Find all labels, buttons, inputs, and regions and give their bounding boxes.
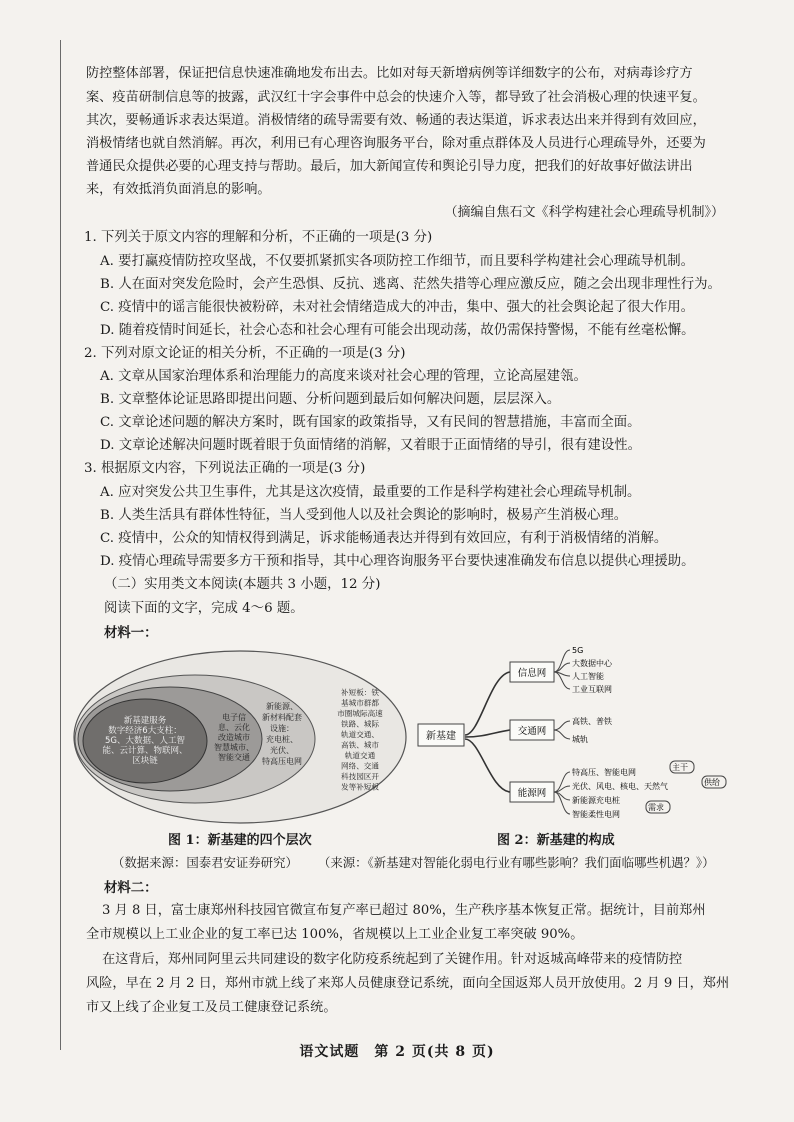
mindmap-tag-label: 主干 [672, 763, 688, 772]
mindmap-leaf-label: 新能源充电桩 [572, 796, 620, 805]
mindmap-tag-label: 供给 [704, 778, 720, 787]
figure1-caption: 图 1：新基建的四个层次 [168, 833, 312, 848]
material-label: 材料一： [104, 625, 158, 641]
core-layer-label: 能、云计算、物联网、 [102, 746, 188, 756]
mindmap-branch-label: 交通网 [517, 726, 547, 737]
ring2-layer-label: 改造城市 [218, 733, 250, 742]
passage-line: 案、疫苗研制信息等的披露，武汉红十字会事件中总会的快速介入等，都导致了社会消极心理的快速平复。 [86, 90, 706, 105]
section-heading: （二）实用类文本阅读(本题共 3 小题，12 分) [104, 577, 381, 592]
mindmap-connector [554, 792, 570, 814]
mindmap-tag-label: 需求 [648, 803, 664, 812]
core-layer-label: 新基建服务 [123, 716, 167, 726]
ring2-layer-label: 息、云化 [218, 723, 250, 732]
outer-layer-label: 高铁、城市 [341, 740, 379, 750]
outer-layer-label: 轨道交通、 [341, 730, 379, 739]
passage-line: 在这背后，郑州同阿里云共同建设的数字化防疫系统起到了关键作用。针对返城高峰带来的疫情防控 [102, 952, 683, 967]
figure-structure-mindmap [410, 640, 730, 826]
core-layer-label: 5G、大数据、人工智 [105, 736, 185, 746]
question-option: D. 随着疫情时间延长，社会心态和社会心理有可能会出现动荡，故仍需保持警惕，不能有丝毫松懈。 [100, 323, 695, 338]
mindmap-leaf-label: 特高压、智能电网 [572, 768, 636, 777]
mindmap-branch-label: 信息网 [517, 668, 547, 679]
question-option: B. 文章整体论证思路即提出问题、分析问题到最后如何解决问题，层层深入。 [100, 392, 561, 407]
mindmap-leaf-label: 大数据中心 [572, 659, 612, 668]
mindmap-connector [554, 650, 570, 672]
ring3-layer-label: 特高压电网 [262, 757, 302, 766]
question-option: A. 应对突发公共卫生事件，尤其是这次疫情，最重要的工作是科学构建社会心理疏导机制。 [100, 485, 641, 500]
material-label: 材料二： [104, 880, 158, 896]
outer-layer-label: 补短板：铁 [341, 688, 379, 697]
figure2-source: （来源：《新基建对智能化弱电行业有哪些影响？我们面临哪些机遇？》） [318, 855, 715, 870]
question-stem: 3. 根据原文内容，下列说法正确的一项是(3 分) [84, 461, 366, 476]
question-option: B. 人类生活具有群体性特征，当人受到他人以及社会舆论的影响时，极易产生消极心理。 [100, 508, 628, 523]
outer-layer-label: 科技园区开 [341, 772, 379, 781]
question-option: D. 疫情心理疏导需要多方干预和指导，其中心理咨询服务平台要快速准确发布信息以提供心理援助。 [100, 554, 695, 569]
core-layer-label: 数字经济6大支柱： [108, 726, 182, 736]
passage-line: 风险，早在 2 月 2 日，郑州市就上线了来郑人员健康登记系统，面向全国返郑人员开放使用。2 月 9 日，郑州 [86, 976, 730, 991]
outer-layer-label: 市圈城际高速 [337, 709, 383, 718]
figure2-caption: 图 2：新基建的构成 [497, 833, 615, 848]
passage-line: 市又上线了企业复工及员工健康登记系统。 [86, 1000, 337, 1015]
outer-layer-label: 发等补短板 [341, 782, 379, 792]
question-option: A. 要打赢疫情防控攻坚战，不仅要抓紧抓实各项防控工作细节，而且要科学构建社会心理疏导机制。 [100, 254, 694, 269]
passage-line: 普通民众提供必要的心理支持与帮助。最后，加大新闻宣传和舆论引导力度，把我们的好故事好做法讲出 [86, 159, 693, 174]
outer-layer-label: 铁路、城际 [341, 719, 379, 729]
question-option: D. 文章论述解决问题时既着眼于负面情绪的消解，又着眼于正面情绪的导引，很有建设性。 [100, 438, 642, 453]
section-instruction: 阅读下面的文字，完成 4～6 题。 [104, 601, 304, 616]
source-note: （摘编自焦石文《科学构建社会心理疏导机制》） [444, 205, 724, 220]
ring2-layer-label: 智慧城市、 [214, 743, 254, 752]
ring2-layer-label: 智能交通 [218, 753, 250, 762]
outer-layer-label: 基城市群都 [341, 698, 379, 708]
binding-margin-line [60, 40, 61, 1050]
question-option: A. 文章从国家治理体系和治理能力的高度来谈对社会心理的管理，立论高屋建瓴。 [100, 369, 587, 384]
core-layer-label: 区块链 [132, 756, 158, 766]
ring3-layer-label: 光伏、 [270, 746, 294, 755]
question-stem: 1. 下列关于原文内容的理解和分析，不正确的一项是(3 分) [84, 230, 433, 245]
mindmap-root: 新基建 [426, 731, 456, 742]
passage-line: 其次，要畅通诉求表达渠道。消极情绪的疏导需要有效、畅通的表达渠道，诉求表达出来并得到有效回应， [86, 113, 706, 128]
mindmap-leaf-label: 光伏、风电、核电、天然气 [572, 782, 668, 791]
question-option: C. 文章论述问题的解决方案时，既有国家的政策指导，又有民间的智慧措施，丰富而全面。 [100, 415, 641, 430]
passage-line: 3 月 8 日，富士康郑州科技园官微宣布复产率已超过 80%，生产秩序基本恢复正常。据统计，目前郑州 [102, 903, 706, 918]
page-footer: 语文试题 第 2 页(共 8 页) [299, 1044, 495, 1060]
mindmap-leaf-label: 城轨 [572, 735, 588, 744]
mindmap-connector [554, 721, 570, 730]
question-option: C. 疫情中，公众的知情权得到满足，诉求能畅通表达并得到有效回应，有利于消极情绪的消解。 [100, 531, 668, 546]
passage-line: 来，有效抵消负面消息的影响。 [86, 182, 271, 197]
passage-line: 消极情绪也就自然消解。再次，利用已有心理咨询服务平台，除对重点群体及人员进行心理疏导外，还要为 [86, 136, 706, 151]
mindmap-leaf-label: 人工智能 [572, 672, 604, 681]
passage-line: 防控整体部署，保证把信息快速准确地发布出去。比如对每天新增病例等详细数字的公布，对病毒诊疗方 [86, 66, 693, 81]
mindmap-leaf-label: 智能柔性电网 [572, 810, 620, 819]
figure1-source: （数据来源：国泰君安证券研究） [112, 855, 298, 870]
ring3-layer-label: 设施： [270, 724, 294, 733]
outer-layer-label: 网络、交通 [341, 761, 379, 771]
mindmap-connector [554, 730, 570, 739]
mindmap-leaf-label: 工业互联网 [572, 685, 612, 694]
question-stem: 2. 下列对原文论证的相关分析，不正确的一项是(3 分) [84, 346, 406, 361]
question-option: C. 疫情中的谣言能很快被粉碎，未对社会情绪造成大的冲击，集中、强大的社会舆论起了很大作用。 [100, 300, 695, 315]
ring3-layer-label: 充电桩、 [266, 735, 298, 744]
ring2-layer-label: 电子信 [222, 713, 246, 722]
mindmap-leaf-label: 5G [572, 646, 584, 655]
ring3-layer-label: 新能源、 [266, 702, 298, 711]
question-option: B. 人在面对突发危险时，会产生恐惧、反抗、逃离、茫然失措等心理应激反应，随之会出现非理性行为。 [100, 277, 721, 292]
figure-layers-diagram [70, 645, 410, 825]
outer-layer-label: 轨道交通 [344, 751, 376, 760]
mindmap-branch-label: 能源网 [517, 788, 547, 799]
mindmap-leaf-label: 高铁、普铁 [572, 717, 612, 726]
ring3-layer-label: 新材料配套 [262, 713, 302, 722]
passage-line: 全市规模以上工业企业的复工率已达 100%，省规模以上工业企业复工率突破 90%。 [86, 927, 584, 942]
